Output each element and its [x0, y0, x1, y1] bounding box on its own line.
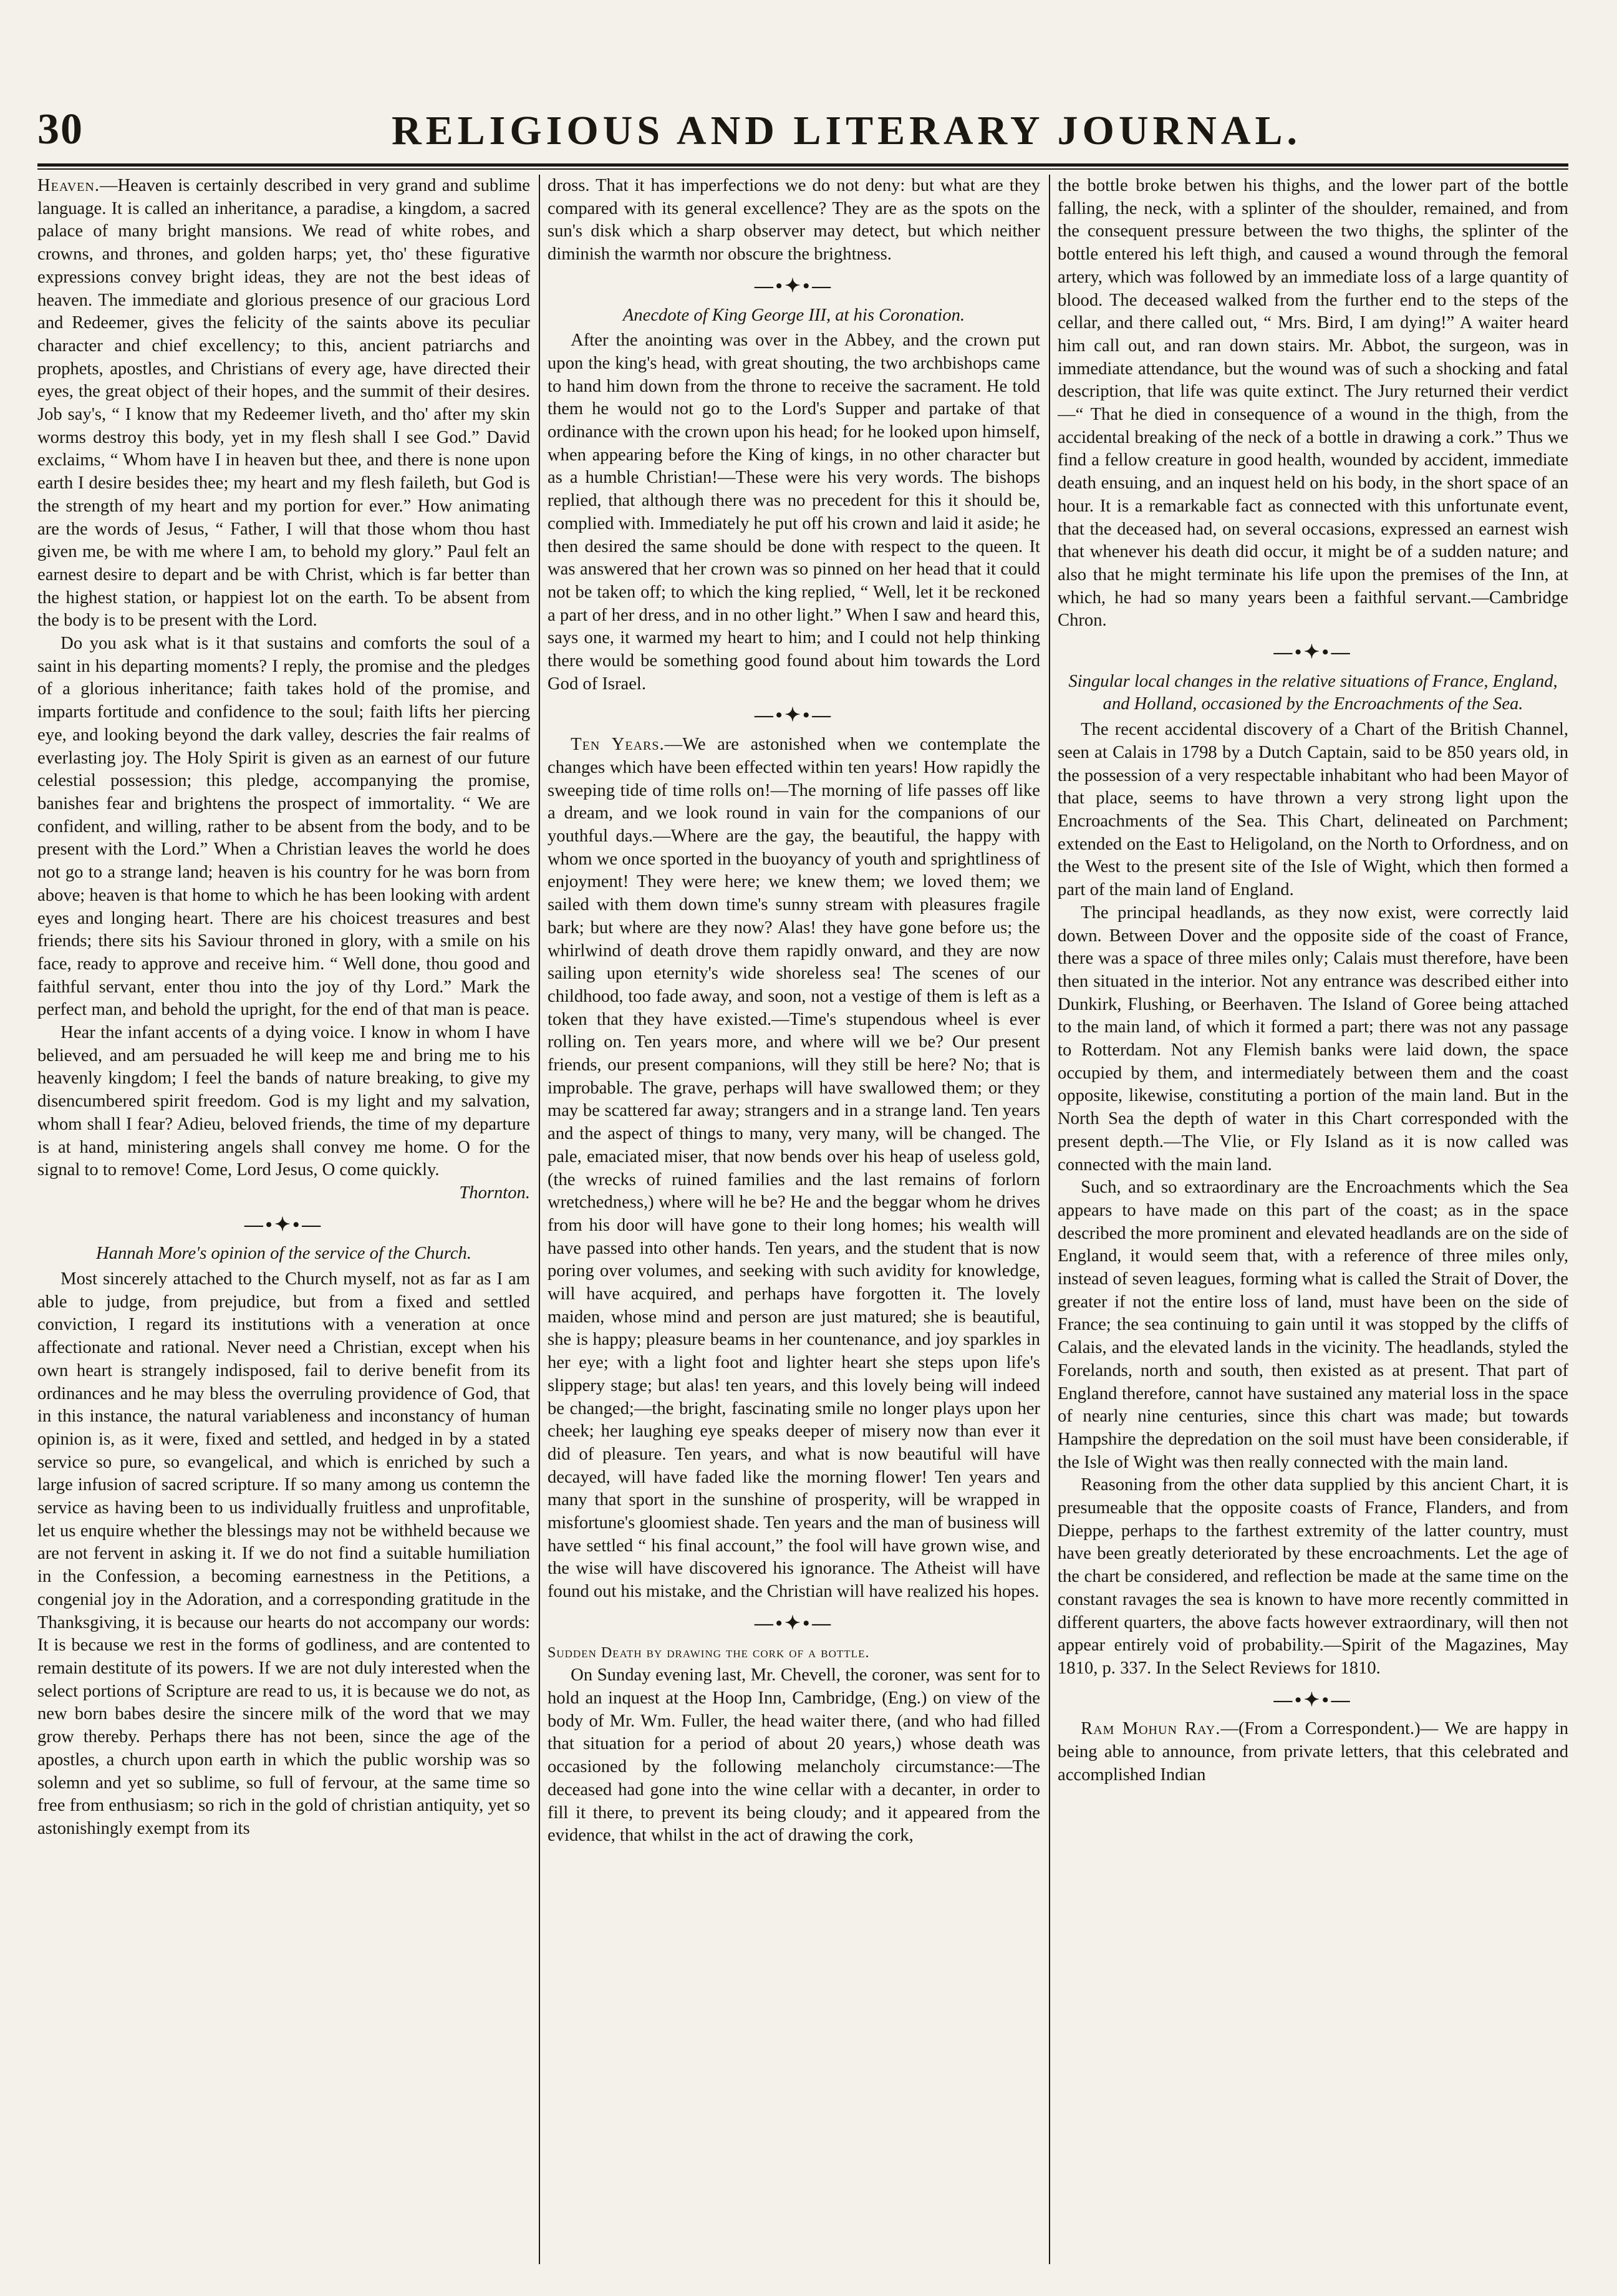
column-1 [37, 175, 530, 2264]
article-heading: Sudden Death by drawing the cork of a bottle. [548, 1644, 870, 1661]
section-ornament: —•✦•— [754, 705, 834, 726]
article-heading: Anecdote of King George III, at his Coronation. [622, 305, 965, 325]
column-divider [1049, 175, 1050, 2264]
article-heaven-paragraph: Hear the infant accents of a dying voice. I know in whom I have believed, and am persuaded he will keep me and bring me to his heavenly kingdom; I feel the bands of nature breaking, to give my disencumbered spirit freedom. God is my light and my salvation, whom shall I fear? Adieu, beloved friends, the time of my departure is at hand, ministering angels shall convey me home. O for the signal to to remove! Come, Lord Jesus, O come quickly. [37, 1023, 530, 1180]
column-3 [1058, 175, 1568, 2264]
column-2 [548, 175, 1040, 2264]
article-sea-paragraph: Such, and so extraordinary are the Encroachments which the Sea appears to have made on this part of the coast; as in the space described the more prominent and elevated headlands are on the side of England, it would seem that, with a reference of three miles only, instead of seven leagues, forming what is called the Strait of Dover, the greater if not the entire loss of land, must have been on the side of France; the sea continuing to gain until it was stopped by the cliffs of Calais, and the elevated lands in the vicinity. The headlands, styled the Forelands, north and south, then existed as at present. That part of England therefore, cannot have sustained any material loss in the space of nearly nine centuries, since this chart was made; but towards Hampshire the depredation on the soil must have been considerable, if the Isle of Wight was then really connected with the main land. [1058, 1178, 1568, 1472]
article-heaven-paragraph: Do you ask what is it that sustains and comforts the soul of a saint in his departing moments? I reply, the promise and the pledges of a glorious inheritance; faith takes hold of the promise, and imparts fortitude and confidence to the soul; faith lifts her piercing eye, and looking beyond the dark valley, descries the fair realms of everlasting joy. The Holy Spirit is given as an earnest of our future celestial possession; this pledge, accompanying the promise, banishes fear and brightens the prospect of immortality. “ We are confident, and willing, rather to be absent from the body, and to be present with the Lord.” When a Christian leaves the world he does not go to a strange land; heaven is his country for he was born from above; heaven is that home to which he has been looking with ardent eyes and longing heart. There are his choicest treasures and best friends; there sits his Saviour throned in glory, with a smile on his face, ready to approve and receive him. “ Well done, thou good and faithful servant, enter thou into the joy of thy Lord.” Mark the perfect man, and behold the upright, for the end of that man is peace. [37, 634, 530, 1020]
section-ornament: —•✦•— [754, 1612, 834, 1634]
article-heading: Singular local changes in the relative situations of France, England, and Holland, occasioned by the Encroachments of the Sea. [1068, 671, 1558, 714]
article-label: Ram Mohun Ray. [1081, 1719, 1221, 1739]
continued-paragraph: dross. That it has imperfections we do not deny: but what are they compared with its general excellence? They are as the spots on the sun's disk which a sharp observer may detect, but which neither diminish the warmth nor obscure the brightness. [548, 176, 1040, 264]
article-heading: Hannah More's opinion of the service of the Church. [96, 1244, 471, 1264]
journal-title: RELIGIOUS AND LITERARY JOURNAL. [391, 108, 1302, 153]
section-ornament: —•✦•— [754, 275, 834, 296]
section-ornament: —•✦•— [244, 1214, 324, 1235]
page-header [37, 105, 1568, 165]
article-sea-paragraph: Reasoning from the other data supplied by this ancient Chart, it is presumeable that the opposite coasts of France, Flanders, and from Dieppe, perhaps to the farthest extremity of the latter country, must have been greatly deteriorated by these encroachments. Let the age of the chart be considered, and reflection be made at the same time on the constant ravages the sea is known to have more recently committed in different quarters, the above facts however extraordinary, will then not appear entirely void of probability.—Spirit of the Magazines, May 1810, p. 337. In the Select Reviews for 1810. [1058, 1475, 1568, 1678]
page-number: 30 [37, 105, 84, 153]
section-ornament: —•✦•— [1273, 1689, 1353, 1710]
article-label: Ten Years. [571, 735, 665, 755]
article-sea-paragraph: The principal headlands, as they now exist, were correctly laid down. Between Dover and the opposite side of the coast of France, there was a space of three miles only; Calais must therefore, have been then situated in the interior. Not any entrance was described either into Dunkirk, Flushing, or Beerhaven. The Island of Goree being attached to the main land, of which it formed a part; there was not any passage to Rotterdam. Not any Flemish banks were laid down, the space occupied by them, and intermediately between them and the coast opposite, likewise, constituting a portion of the main land. But in the North Sea the depth of water in this Chart corresponded with the present depth.—The Vlie, or Fly Island as it is now called was connected with the main land. [1058, 903, 1568, 1175]
header-rule-thin [37, 168, 1568, 170]
article-label: Heaven. [37, 176, 100, 195]
article-sea-paragraph: The recent accidental discovery of a Chart of the British Channel, seen at Calais in 1798 by a Dutch Captain, said to be 850 years old, in the possession of a very respectable inhabitant who had been Mayor of that place, seems to have thrown a very strong light upon the Encroachments of the Sea. This Chart, delineated on Parchment; extended on the East to Heligoland, on the North to Orfordness, and on the West to the present site of the Isle of Wight, which then formed a part of the main land of England. [1058, 720, 1568, 900]
section-ornament: —•✦•— [1273, 642, 1353, 663]
article-heaven-paragraph: Heaven.—Heaven is certainly described in very grand and sublime language. It is called an inheritance, a paradise, a kingdom, a sacred palace of many bright mansions. We read of white robes, and crowns, and thrones, and golden harps; yet, tho' these figurative expressions convey bright ideas, they are not the best ideas of heaven. The immediate and glorious presence of our gracious Lord and Redeemer, gives the felicity of the saints above its peculiar character and chief excellency; to this, ancient patriarchs and prophets, apostles, and Christians of every age, have directed their eyes, the great object of their hopes, and the summit of their desires. Job say's, “ I know that my Redeemer liveth, and tho' after my skin worms destroy this body, yet in my flesh shall I see God.” David exclaims, “ Whom have I in heaven but thee, and there is none upon earth I desire besides thee; my heart and my flesh faileth, but God is the strength of my heart and my portion for ever.” How animating are the words of Jesus, “ Father, I will that those whom thou hast given me, be with me where I am, to behold my glory.” Paul felt an earnest desire to depart and be with Christ, which is far better than the highest station, or happiest lot on the earth. To be absent from the body is to be present with the Lord. [37, 176, 530, 631]
article-ten-years-paragraph: Ten Years.—We are astonished when we contemplate the changes which have been effected within ten years! How rapidly the sweeping tide of time rolls on!—The morning of life passes off like a dream, and we look round in vain for the companions of our youthful days.—Where are the gay, the beautiful, the happy with whom we once sported in the buoyancy of youth and sprightliness of enjoyment! They were here; we knew them; we loved them; we sailed with them down time's sunny stream with pleasures fragile bark; but where are they now? Alas! they have gone before us; the whirlwind of death drove them rapidly onward, and they are now sailing upon eternity's wide shoreless sea! The scenes of our childhood, too fade away, and soon, not a vestige of them is left as a token that they have existed.—Time's stupendous wheel is ever rolling on. Ten years more, and where will we be? Our present friends, our present companions, will they still be here? No; that is improbable. The grave, perhaps will have swallowed them; or they may be scattered far away; strangers and in a strange land. Ten years and the aspect of things to many, very many, will be changed. The pale, emaciated miser, that now bends over his heap of useless gold, (the wrecks of ruined families and the last remains of forlorn wretchedness,) where will he be? He and the beggar whom he drives from his door will have gone to their long homes; his wealth will have passed into other hands. Ten years, and the student that is now poring over volumes, and seeking with such avidity for knowledge, will have acquired, and perhaps have forgotten it. The lovely maiden, whose mind and person are just matured; she is beautiful, she is happy; pleasure beams in her countenance, and joy sparkles in her eye; with a light foot and lighter heart she steps upon life's slippery stage; but alas! ten years, and this lovely being will indeed be changed;—the bright, fascinating smile no longer plays upon her cheek; her laughing eye speaks deeper of misery now than ever it did of pleasure. Ten years, and what is now beautiful will have decayed, will have faded like the morning flower! Ten years and many that sport in the sunshine of prosperity, will be wrapped in misfortune's gloomiest shade. Ten years and the man of business will have settled “ his final account,” the fool will have grown wise, and the wise will have discovered his ignorance. The Atheist will have found out his mistake, and the Christian will have realized his hopes. [548, 735, 1040, 1602]
column-divider [539, 175, 540, 2264]
header-rule [37, 163, 1568, 167]
continued-paragraph: the bottle broke betwen his thighs, and the lower part of the bottle falling, the neck, with a splinter of the shoulder, remained, and from the consequent pressure between the two thighs, the splinter of the bottle entered his left thigh, and caused a wound through the femoral artery, which was followed by an immediate loss of a large quantity of blood. The deceased walked from the further end to the steps of the cellar, and there called out, “ Mrs. Bird, I am dying!” A waiter heard him call out, and ran down stairs. Mr. Abbot, the surgeon, was in immediate attendance, but the wound was of such a shocking and fatal description, that life was quite extinct. The Jury returned their verdict—“ That he died in consequence of a wound in the thigh, from the accidental breaking of the neck of a bottle in drawing a cork.” Thus we find a fellow creature in good health, wounded by accident, immediate death ensuing, and an inquest held on his body, in the short space of an hour. It is a remarkable fact as connected with this unfortunate event, that the deceased had, on several occasions, expressed an earnest wish that whenever his death did occur, it might be of a sudden nature; and also that he might terminate his life upon the premises of the Inn, at which, he had so many years been a faithful servant.—Cambridge Chron. [1058, 176, 1568, 631]
article-anecdote-paragraph: After the anointing was over in the Abbey, and the crown put upon the king's head, with great shouting, the two archbishops came to hand him down from the throne to receive the sacrament. He told them he would not go to the Lord's Supper and partake of that ordinance with the crown upon his head; for he looked upon himself, when appearing before the King of kings, in no other character but as a humble Christian!—These were his very words. The bishops replied, that although there was no precedent for this it should be, complied with. Immediately he put off his crown and laid it aside; he then desired the same should be done with respect to the queen. It was answered that her crown was so pinned on her head that it could not be taken off; to which the king replied, “ Well, let it be reckoned a part of her dress, and in no other light.” When I saw and heard this, says one, it warmed my heart to him; and I could not help thinking there would be something good found about him towards the Lord God of Israel. [548, 331, 1040, 694]
article-sudden-death-paragraph: On Sunday evening last, Mr. Chevell, the coroner, was sent for to hold an inquest at the Hoop Inn, Cambridge, (Eng.) on view of the body of Mr. Wm. Fuller, the head waiter there, (and who had filled that situation for a period of about 20 years,) whose death was occasioned by the following melancholy circumstance:—The deceased had gone into the wine cellar with a decanter, in order to fill it there, to prevent its being cloudy; and it appeared from the evidence, that whilst in the act of drawing the cork, [548, 1665, 1040, 1846]
article-more-paragraph: Most sincerely attached to the Church myself, not as far as I am able to judge, from prejudice, but from a fixed and settled conviction, I regard its institutions with a veneration at once affectionate and rational. Never need a Christian, except when his own heart is strangely indisposed, fail to derive benefit from its ordinances and he may bless the overruling providence of God, that in this instance, the natural variableness and inconstancy of human opinion is, as it were, fixed and settled, and hedged in by a stated service so pure, so evangelical, and which is enriched by such a large infusion of sacred scripture. If so many among us contemn the service as having been to us individually fruitless and unprofitable, let us enquire whether the blessings may not be withheld because we are not fervent in asking it. If we do not find a suitable humiliation in the Confession, a becoming earnestness in the Petitions, a congenial joy in the Adoration, and a corresponding gratitude in the Thanksgiving, it is because our hearts do not accompany our words: It is because we rest in the forms of godliness, and are contented to remain destitute of its powers. If we are not duly interested when the select portions of Scripture are read to us, it is because we do not, as new born babes desire the sincere milk of the word that we may grow thereby. Perhaps there has not been, since the age of the apostles, a church upon earth in which the public worship was so solemn and yet so sublime, so full of fervour, at the same time so free from enthusiasm; so rich in the gold of christian antiquity, yet so astonishingly exempt from its [37, 1269, 530, 1838]
article-ram-paragraph: Ram Mohun Ray.—(From a Correspondent.)— We are happy in being able to announce, from private letters, that this celebrated and accomplished Indian [1058, 1719, 1568, 1785]
author-signature: Thornton. [459, 1183, 530, 1203]
